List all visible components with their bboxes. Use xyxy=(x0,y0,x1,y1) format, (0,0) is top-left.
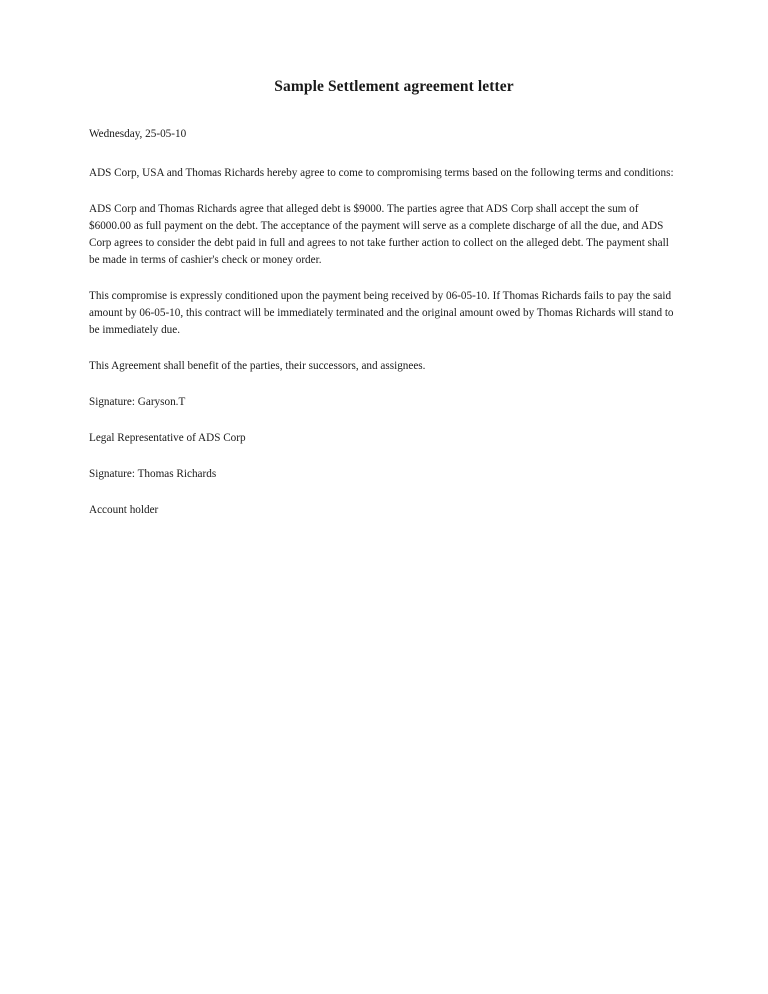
paragraph-intro: ADS Corp, USA and Thomas Richards hereby agree to come to compromising terms based on the following terms and conditions: xyxy=(89,167,674,180)
paragraph-terms: ADS Corp and Thomas Richards agree that alleged debt is $9000. The parties agree that ADS Corp shall accept the sum of $6000.00 as full payment on the debt. The acceptance of the payment will serve as a complete discharge of all the due, and ADS Corp agrees to consider the debt paid in full and agrees to not take further action to collect on the alleged debt. The payment shall be made in terms of cashier's check or money order. xyxy=(89,203,669,267)
signature-title-account-holder: Account holder xyxy=(89,504,159,517)
document-title: Sample Settlement agreement letter xyxy=(274,78,514,95)
signature-title-legal-representative: Legal Representative of ADS Corp xyxy=(89,432,246,445)
document-body xyxy=(89,78,679,519)
document-date: Wednesday, 25-05-10 xyxy=(89,128,187,140)
paragraph-benefit: This Agreement shall benefit of the parties, their successors, and assignees. xyxy=(89,360,426,373)
signature-line-thomas-richards: Signature: Thomas Richards xyxy=(89,468,217,481)
signature-line-garyson: Signature: Garyson.T xyxy=(89,396,186,409)
paragraph-condition: This compromise is expressly conditioned upon the payment being received by 06-05-10. If Thomas Richards fails to pay the said amount by 06-05-10, this contract will be immediately terminated and the original amount owed by Thomas Richards will stand to be immediately due. xyxy=(89,290,674,337)
